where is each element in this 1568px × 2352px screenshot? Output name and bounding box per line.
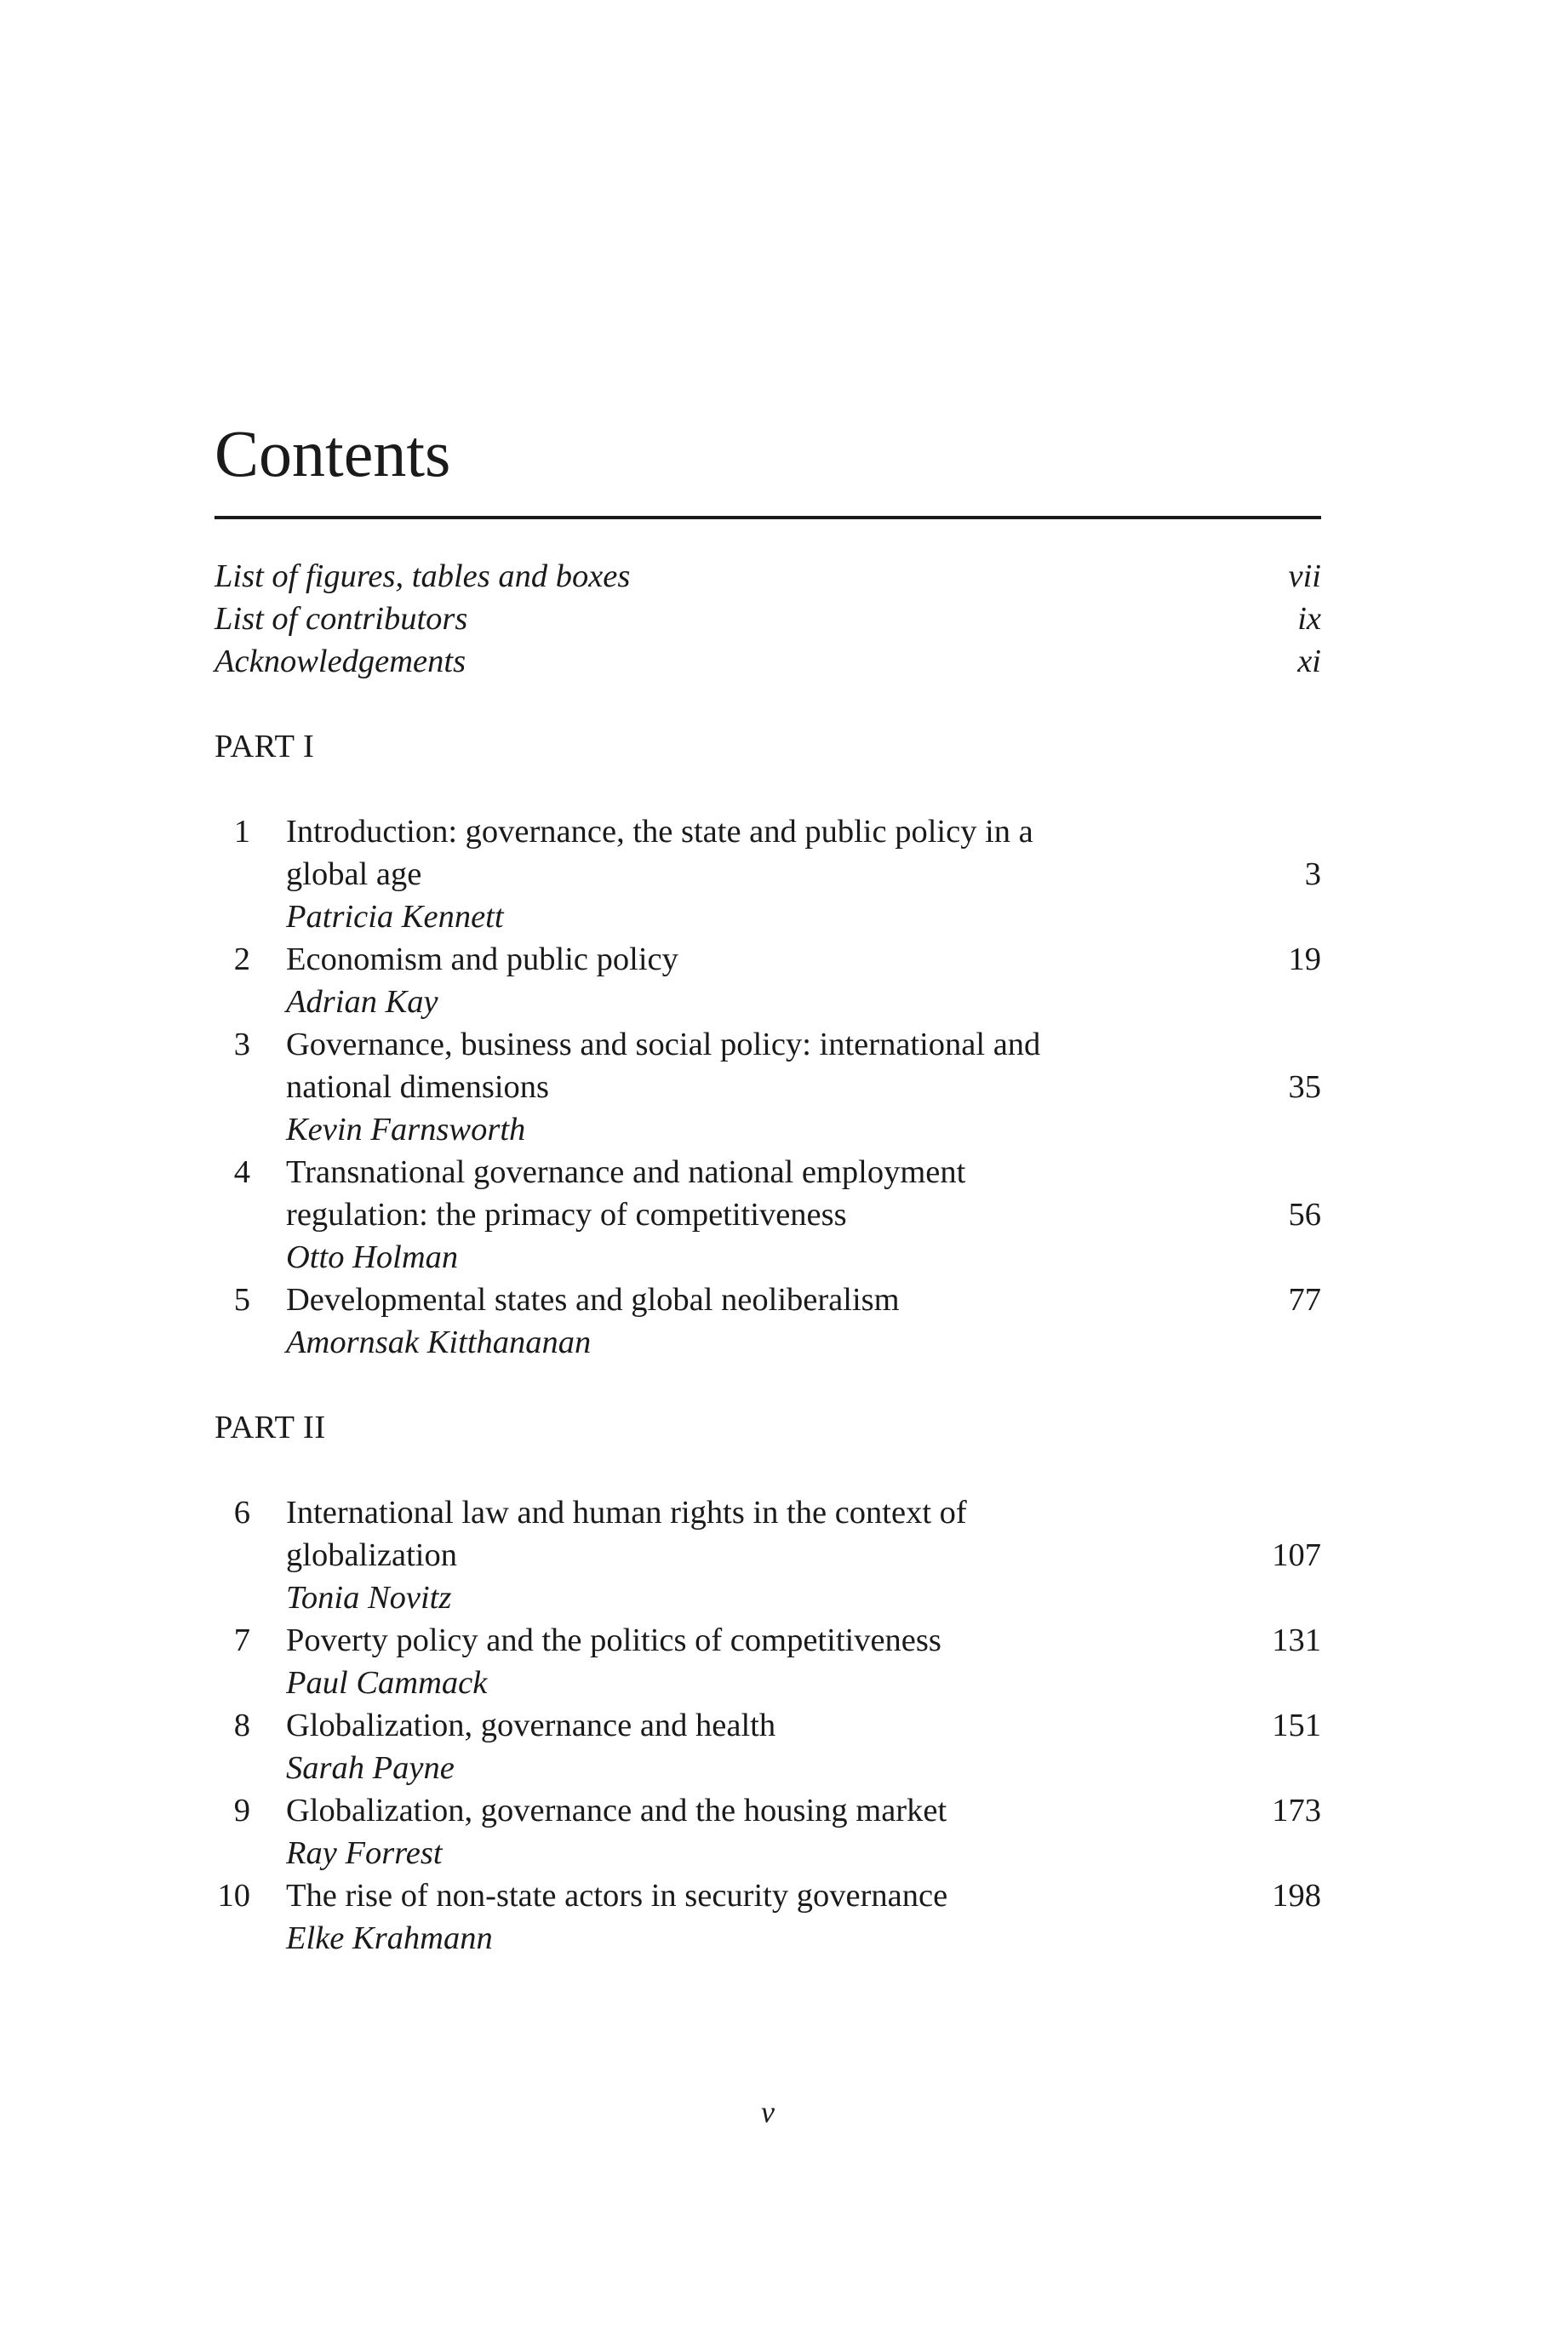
chapter-title-line: Transnational governance and national employment [286,1154,966,1190]
toc-chapter-entry[interactable] [215,810,1321,938]
chapter-author: Sarah Payne [286,1750,455,1786]
toc-chapter-entry[interactable] [215,1023,1321,1151]
page-title: Contents [215,416,451,490]
toc-chapter-entry[interactable] [215,1491,1321,1619]
toc-page-number: 107 [1272,1537,1321,1573]
toc-page-number: ix [1297,601,1321,637]
chapter-number: 4 [233,1154,250,1190]
toc-page-number: 173 [1272,1793,1321,1828]
chapter-number: 2 [233,941,250,977]
chapter-author: Otto Holman [286,1239,459,1275]
toc-chapter-entry[interactable] [215,1619,1321,1704]
toc-front-item[interactable] [215,555,1321,598]
toc-chapter-entry[interactable] [215,1279,1321,1364]
toc-page-number: 3 [1304,856,1321,892]
chapter-number: 9 [233,1793,250,1828]
toc-chapter-entry[interactable] [215,1874,1321,1960]
page-folio: v [761,2095,775,2129]
toc-front-item[interactable] [215,640,1321,683]
chapter-title-line: Globalization, governance and health [286,1708,776,1743]
chapter-number: 5 [233,1282,250,1318]
chapter-title-line: Governance, business and social policy: international and [286,1027,1041,1062]
chapter-title-line: Introduction: governance, the state and public policy in a [286,814,1033,850]
chapter-author: Ray Forrest [286,1835,443,1871]
toc-front-label: List of contributors [215,601,468,637]
chapter-title-line: Poverty policy and the politics of competitiveness [286,1622,941,1658]
chapter-author: Elke Krahmann [286,1920,493,1956]
chapter-number: 8 [233,1708,250,1743]
chapter-title-line: International law and human rights in the context of [286,1495,967,1531]
chapter-title-line: Globalization, governance and the housing market [286,1793,947,1828]
chapter-author: Kevin Farnsworth [286,1112,526,1147]
toc-front-label: List of figures, tables and boxes [215,558,631,594]
chapter-title-line: globalization [286,1537,457,1573]
chapter-author: Amornsak Kitthananan [286,1325,592,1360]
chapter-title-line: global age [286,856,422,892]
contents-page [215,0,1321,2352]
chapter-title-line: Developmental states and global neoliberalism [286,1282,900,1318]
toc-page-number: 77 [1288,1282,1321,1318]
chapter-title-line: regulation: the primacy of competitiveness [286,1197,847,1233]
toc-chapter-entry[interactable] [215,938,1321,1023]
chapter-number: 7 [233,1622,250,1658]
part-heading: PART I [215,729,315,764]
chapter-author: Paul Cammack [286,1665,488,1701]
toc-front-label: Acknowledgements [215,644,466,679]
chapter-author: Patricia Kennett [286,899,504,935]
chapter-title-line: national dimensions [286,1069,550,1105]
toc-chapter-entry[interactable] [215,1704,1321,1789]
chapter-number: 10 [217,1878,250,1914]
part-heading: PART II [215,1410,326,1445]
chapter-number: 3 [233,1027,250,1062]
toc-page-number: 19 [1288,941,1321,977]
toc-page-number: vii [1288,558,1321,594]
chapter-number: 1 [233,814,250,850]
toc-chapter-entry[interactable] [215,1789,1321,1874]
toc-front-item[interactable] [215,598,1321,640]
title-rule [215,516,1321,519]
chapter-author: Tonia Novitz [286,1580,452,1616]
table-of-contents [215,555,1321,1960]
toc-page-number: 131 [1272,1622,1321,1658]
chapter-number: 6 [233,1495,250,1531]
toc-page-number: 56 [1288,1197,1321,1233]
toc-chapter-entry[interactable] [215,1151,1321,1279]
toc-page-number: 151 [1272,1708,1321,1743]
toc-page-number: xi [1297,644,1321,679]
toc-page-number: 35 [1288,1069,1321,1105]
chapter-title-line: The rise of non-state actors in security governance [286,1878,948,1914]
chapter-title-line: Economism and public policy [286,941,678,977]
chapter-author: Adrian Kay [286,984,438,1020]
toc-page-number: 198 [1272,1878,1321,1914]
